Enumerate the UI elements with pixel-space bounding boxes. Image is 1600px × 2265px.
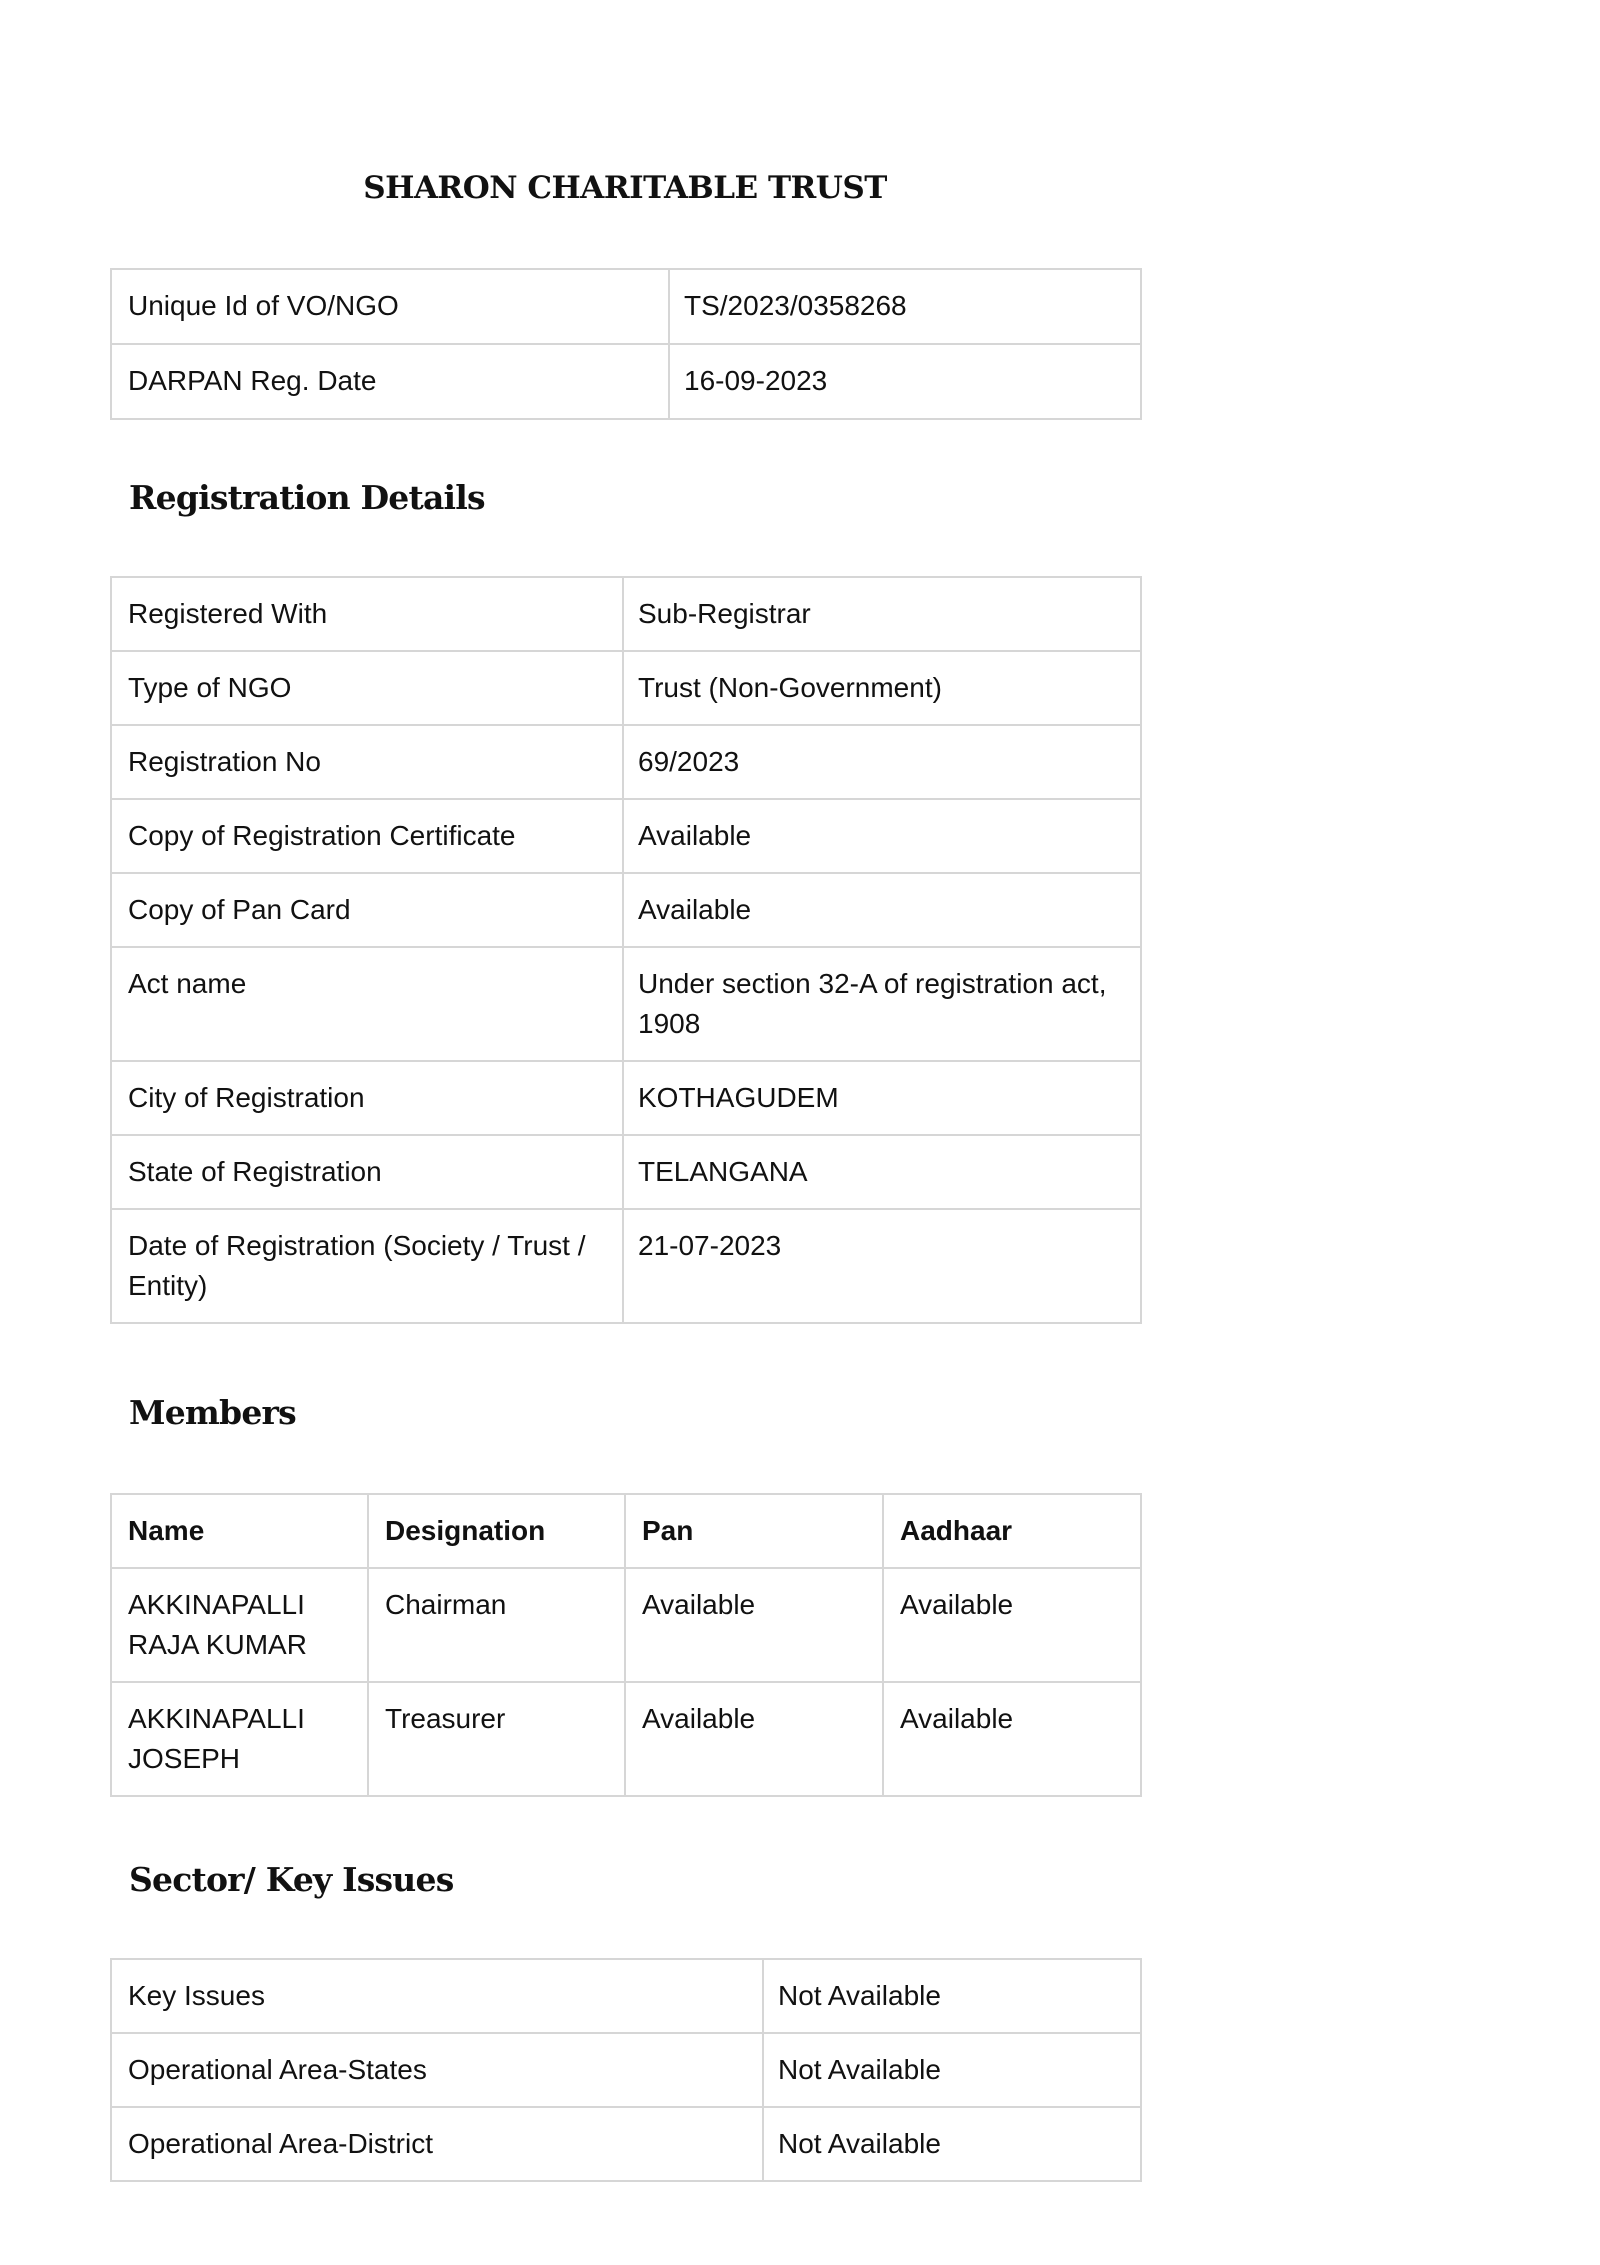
- registration-value: Sub-Registrar: [623, 577, 1141, 651]
- member-aadhaar: Available: [883, 1682, 1141, 1796]
- identity-value: TS/2023/0358268: [669, 269, 1141, 344]
- registration-label: Type of NGO: [111, 651, 623, 725]
- registration-label: Registered With: [111, 577, 623, 651]
- member-pan: Available: [625, 1568, 883, 1682]
- registration-value: Trust (Non-Government): [623, 651, 1141, 725]
- registration-label: Copy of Registration Certificate: [111, 799, 623, 873]
- table-row: [111, 799, 1141, 873]
- table-row: [111, 725, 1141, 799]
- sector-value: Not Available: [763, 1959, 1141, 2033]
- member-designation: Chairman: [368, 1568, 625, 1682]
- identity-value: 16-09-2023: [669, 344, 1141, 419]
- registration-label: Act name: [111, 947, 623, 1061]
- table-row: [111, 2107, 1141, 2181]
- sector-label: Key Issues: [111, 1959, 763, 2033]
- member-designation: Treasurer: [368, 1682, 625, 1796]
- table-row: [111, 577, 1141, 651]
- column-header-name: Name: [111, 1494, 368, 1568]
- registration-label: City of Registration: [111, 1061, 623, 1135]
- table-row: [111, 651, 1141, 725]
- sector-label: Operational Area-States: [111, 2033, 763, 2107]
- registration-value: Available: [623, 799, 1141, 873]
- registration-table: [110, 576, 1142, 1324]
- sector-label: Operational Area-District: [111, 2107, 763, 2181]
- table-row: [111, 2033, 1141, 2107]
- table-header-row: [111, 1494, 1141, 1568]
- registration-value: Available: [623, 873, 1141, 947]
- registration-heading: Registration Details: [129, 478, 485, 517]
- table-row: [111, 344, 1141, 419]
- registration-label: Copy of Pan Card: [111, 873, 623, 947]
- member-name: AKKINAPALLI RAJA KUMAR: [111, 1568, 368, 1682]
- table-row: [111, 1209, 1141, 1323]
- column-header-designation: Designation: [368, 1494, 625, 1568]
- table-row: [111, 1061, 1141, 1135]
- member-name: AKKINAPALLI JOSEPH: [111, 1682, 368, 1796]
- registration-value: 21-07-2023: [623, 1209, 1141, 1323]
- registration-label: State of Registration: [111, 1135, 623, 1209]
- registration-value: Under section 32-A of registration act, 1908: [623, 947, 1141, 1061]
- identity-label: Unique Id of VO/NGO: [111, 269, 669, 344]
- registration-value: KOTHAGUDEM: [623, 1061, 1141, 1135]
- column-header-pan: Pan: [625, 1494, 883, 1568]
- identity-label: DARPAN Reg. Date: [111, 344, 669, 419]
- table-row: [111, 1568, 1141, 1682]
- member-aadhaar: Available: [883, 1568, 1141, 1682]
- sector-heading: Sector/ Key Issues: [129, 1860, 454, 1899]
- registration-label: Registration No: [111, 725, 623, 799]
- table-row: [111, 1135, 1141, 1209]
- table-row: [111, 1682, 1141, 1796]
- table-row: [111, 1959, 1141, 2033]
- sector-value: Not Available: [763, 2033, 1141, 2107]
- member-pan: Available: [625, 1682, 883, 1796]
- sector-table: [110, 1958, 1142, 2182]
- registration-value: TELANGANA: [623, 1135, 1141, 1209]
- members-heading: Members: [129, 1393, 296, 1432]
- table-row: [111, 947, 1141, 1061]
- column-header-aadhaar: Aadhaar: [883, 1494, 1141, 1568]
- page-title: SHARON CHARITABLE TRUST: [363, 170, 887, 206]
- identity-table: [110, 268, 1142, 420]
- table-row: [111, 269, 1141, 344]
- members-table: [110, 1493, 1142, 1797]
- registration-value: 69/2023: [623, 725, 1141, 799]
- sector-value: Not Available: [763, 2107, 1141, 2181]
- table-row: [111, 873, 1141, 947]
- registration-label: Date of Registration (Society / Trust / Entity): [111, 1209, 623, 1323]
